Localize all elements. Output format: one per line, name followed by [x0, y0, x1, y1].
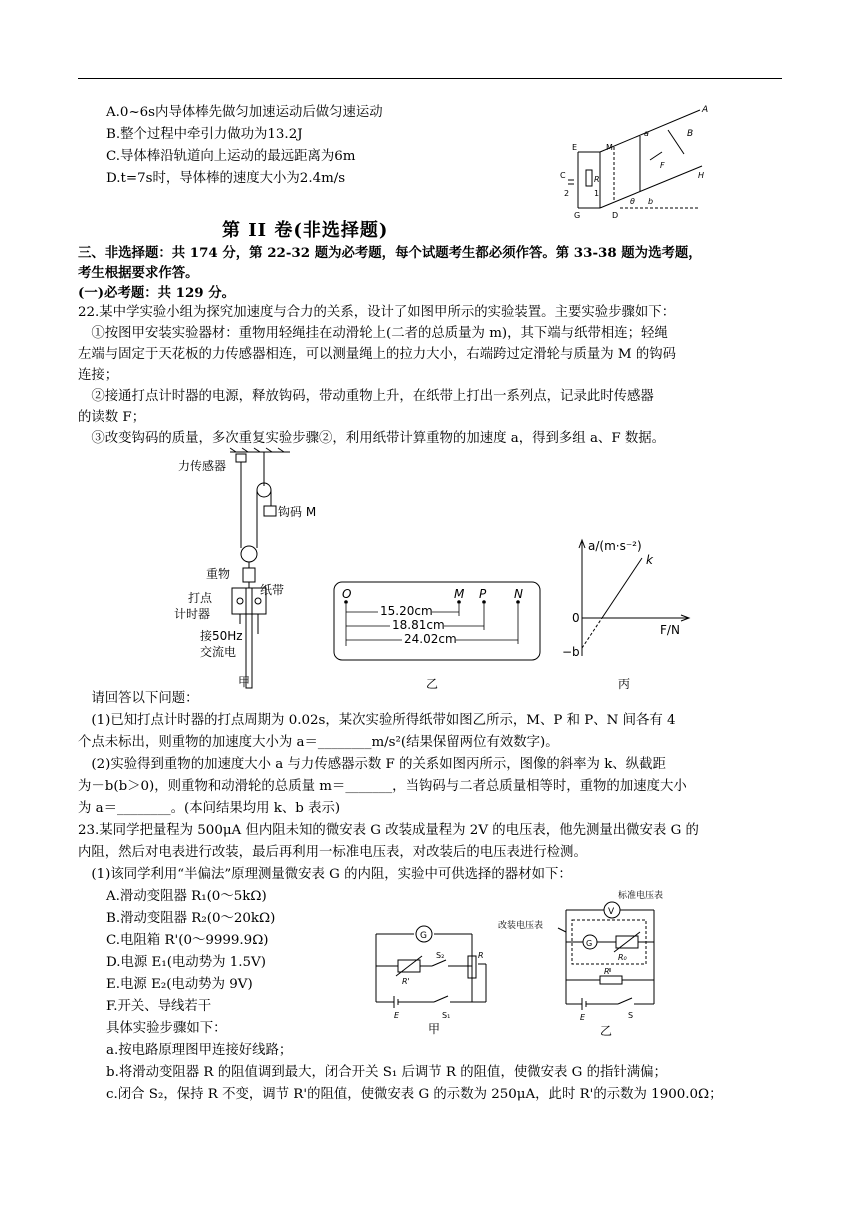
q23-item-b: B.滑动变阻器 R₂(0～20kΩ)	[106, 911, 276, 926]
q23-line-2: 内阻，然后对电表进行改装，最后再利用一标准电压表，对改装后的电压表进行检测。	[78, 845, 587, 860]
section-intro-2: 考生根据要求作答。	[78, 265, 199, 281]
q23-step-b: b.将滑动变阻器 R 的阻值调到最大，闭合开关 S₁ 后调节 R 的阻值，使微安表 G 的指针满偏；	[106, 1065, 667, 1080]
label-r-jia: R	[478, 951, 484, 960]
label-tape: 纸带	[260, 583, 285, 597]
label-ac-2: 交流电	[200, 645, 237, 659]
option-b: B.整个过程中牵引力做功为13.2J	[106, 127, 303, 142]
figure-bing	[560, 536, 695, 696]
label-e: E	[572, 143, 578, 152]
label-e-jia: E	[394, 1011, 400, 1020]
q22-line-6: 的读数 F；	[78, 410, 146, 425]
caption-bing: 丙	[618, 677, 631, 691]
graph-line	[602, 558, 642, 618]
label-a-lower: a	[644, 129, 649, 138]
rail-top	[600, 110, 700, 152]
label-s2: S₂	[436, 951, 445, 960]
label-r-yi: R	[604, 967, 610, 976]
label-f: F	[660, 161, 665, 170]
figure-jia	[160, 448, 317, 696]
rail-figure	[560, 100, 720, 220]
caption-yi: 乙	[426, 677, 439, 691]
q22-ans-4: (2)实验得到重物的加速度大小 a 与力传感器示数 F 的关系如图丙所示，图像的斜率为 k、纵截距	[78, 757, 666, 772]
caption-jia: 甲	[238, 675, 251, 689]
q23-item-e: E.电源 E₂(电动势为 9V)	[106, 977, 253, 992]
q23-item-d: D.电源 E₁(电动势为 1.5V)	[106, 955, 266, 970]
q22-line-3: 左端与固定于天花板的力传感器相连，可以测量绳上的拉力大小，右端跨过定滑轮与质量为 M 的钩码	[78, 347, 677, 362]
galvanometer-jia: G	[420, 931, 427, 941]
label-rprime: R'	[402, 977, 410, 986]
circuit-yi	[496, 884, 666, 1024]
q23-line-3: (1)该同学利用“半偏法”原理测量微安表 G 的内阻，实验中可供选择的器材如下：	[78, 867, 572, 882]
label-g: G	[574, 211, 581, 220]
q22-ans-2: (1)已知打点计时器的打点周期为 0.02s，某次实验所得纸带如图乙所示，M、P 和 P、N 间各有 4	[78, 713, 676, 728]
force-sensor	[236, 454, 246, 462]
label-weight: 重物	[206, 567, 231, 581]
voltmeter-yi: V	[608, 907, 615, 917]
y-axis-label: a/(m·s⁻²)	[588, 539, 642, 553]
circuit-jia	[368, 918, 508, 1018]
label-c: C	[560, 171, 566, 180]
point-o: O	[342, 587, 352, 601]
moving-pulley	[241, 546, 257, 562]
caption-circuit-yi: 乙	[600, 1024, 613, 1038]
origin-label: 0	[572, 611, 580, 625]
label-d: D	[612, 211, 619, 220]
label-b-upper: B	[687, 129, 694, 139]
label-ac-1: 接50Hz	[200, 629, 243, 643]
distance-op: 18.81cm	[392, 618, 445, 632]
label-e-yi: E	[580, 1013, 586, 1022]
q22-line-5: ②接通打点计时器的电源，释放钩码，带动重物上升，在纸带上打出一系列点，记录此时传感器	[78, 389, 654, 404]
option-d: D.t=7s时，导体棒的速度大小为2.4m/s	[106, 171, 346, 186]
galvanometer-yi: G	[586, 939, 593, 948]
label-theta: θ	[630, 197, 635, 206]
distance-om: 15.20cm	[380, 604, 433, 618]
label-h: H	[698, 171, 705, 180]
heavy-object	[243, 568, 255, 582]
label-b-lower: b	[648, 197, 654, 206]
label-1: 1	[594, 189, 600, 198]
q23-item-f: F.开关、导线若干	[106, 999, 212, 1014]
point-m: M	[454, 587, 465, 601]
label-standard-voltmeter: 标准电压表	[618, 891, 664, 901]
label-r0: R₀	[618, 953, 627, 962]
caption-circuit-jia: 甲	[428, 1022, 441, 1036]
hook-mass	[264, 506, 276, 516]
q23-step-c: c.闭合 S₂，保持 R 不变，调节 R'的阻值，使微安表 G 的示数为 250μA，此时 R'的示数为 1900.0Ω；	[106, 1087, 723, 1102]
label-s-yi: S	[628, 1011, 634, 1020]
label-timer-2: 计时器	[174, 607, 211, 621]
q22-line-2: ①按图甲安装实验器材：重物用轻绳挂在动滑轮上(二者的总质量为 m)，其下端与纸带相连；轻绳	[78, 326, 668, 341]
x-axis-label: F/N	[660, 623, 680, 637]
paper-tape	[246, 588, 252, 688]
label-modified-voltmeter: 改装电压表	[498, 921, 544, 931]
q22-line-4: 连接；	[78, 368, 119, 383]
line-label-k: k	[646, 553, 653, 567]
q22-ans-6: 为 a＝________。(本问结果均用 k、b 表示)	[78, 801, 341, 816]
section-title: 第 II 卷(非选择题)	[222, 220, 389, 241]
label-a-upper: A	[702, 105, 709, 115]
q23-item-c: C.电阻箱 R'(0～9999.9Ω)	[106, 933, 269, 948]
label-timer-1: 打点	[188, 591, 213, 605]
label-m: M	[606, 143, 613, 152]
q22-ans-5: 为－b(b＞0)，则重物和动滑轮的总质量 m＝_______，当钩码与二者总质量相等时，重物的加速度大小	[78, 779, 687, 794]
point-n: N	[514, 587, 523, 601]
q22-ans-1: 请回答以下问题：	[78, 691, 199, 706]
q23-item-a: A.滑动变阻器 R₁(0～5kΩ)	[106, 889, 267, 904]
q22-line-7: ③改变钩码的质量，多次重复实验步骤②，利用纸带计算重物的加速度 a，得到多组 a、F 数据。	[78, 431, 666, 446]
header-rule	[78, 78, 782, 79]
option-a: A.0~6s内导体棒先做匀加速运动后做匀速运动	[106, 105, 383, 120]
label-2: 2	[564, 189, 570, 198]
label-hook: 钩码 M	[278, 505, 317, 519]
figure-yi	[330, 580, 545, 696]
q23-step-a: a.按电路原理图甲连接好线路；	[106, 1043, 293, 1058]
q23-steps-heading: 具体实验步骤如下：	[106, 1021, 227, 1036]
distance-on: 24.02cm	[404, 632, 457, 646]
label-r: R	[594, 175, 600, 184]
q22-ans-3: 个点未标出，则重物的加速度大小为 a＝________m/s²(结果保留两位有效数字)。	[78, 735, 559, 750]
label-force-sensor: 力传感器	[178, 459, 227, 473]
required-title: (一)必考题：共 129 分。	[78, 285, 236, 301]
q23-line-1: 23.某同学把量程为 500μA 但内阻未知的微安表 G 改装成量程为 2V 的电压表，他先测量出微安表 G 的	[78, 823, 699, 838]
section-intro-1: 三、非选择题：共 174 分，第 22-32 题为必考题，每个试题考生都必须作答。第 33-38 题为选考题，	[78, 245, 702, 261]
intercept-label: −b	[562, 645, 580, 659]
point-p: P	[479, 587, 487, 601]
q22-line-1: 22.某中学实验小组为探究加速度与合力的关系，设计了如图甲所示的实验装置。主要实验步骤如下：	[78, 305, 676, 320]
label-s1: S₁	[442, 1011, 451, 1020]
option-c: C.导体棒沿轨道向上运动的最远距离为6m	[106, 149, 356, 164]
